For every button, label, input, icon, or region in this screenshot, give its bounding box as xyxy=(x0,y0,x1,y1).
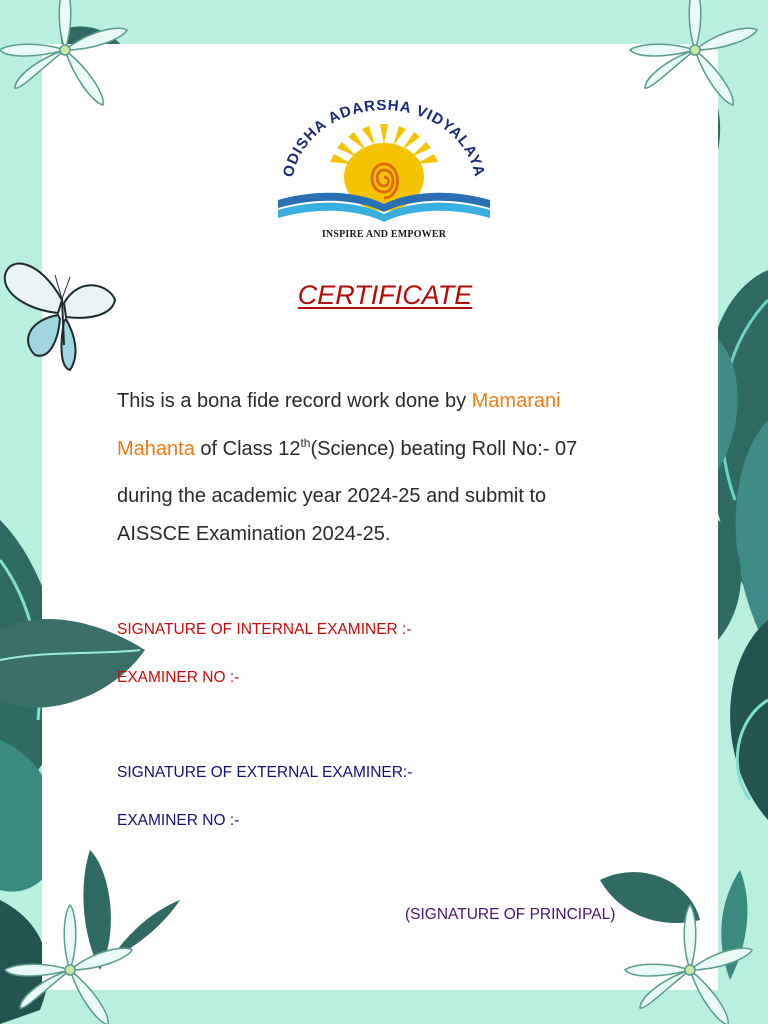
body-text: This is a bona fide record work done by xyxy=(117,390,472,412)
student-first-name: Mamarani xyxy=(471,390,561,412)
body-line-1 xyxy=(117,390,561,413)
school-logo xyxy=(270,100,498,248)
flower-decoration-bottom-right xyxy=(615,895,768,1024)
svg-text:ODISHA ADARSHA VIDYALAYA: ODISHA ADARSHA VIDYALAYA xyxy=(279,100,489,179)
principal-signature-label: (SIGNATURE OF PRINCIPAL) xyxy=(405,906,616,923)
external-examiner-no-label: EXAMINER NO :- xyxy=(117,812,240,829)
flower-decoration-top-right xyxy=(620,0,768,145)
flower-decoration-top-left xyxy=(0,0,145,140)
body-text: of Class 12 xyxy=(194,438,301,460)
internal-examiner-signature-label: SIGNATURE OF INTERNAL EXAMINER :- xyxy=(117,621,412,638)
certificate-title: CERTIFICATE xyxy=(297,280,473,310)
internal-examiner-no-label: EXAMINER NO :- xyxy=(117,669,240,686)
body-text: (Science) beating Roll No:- 07 xyxy=(310,438,578,460)
student-last-name: Mahanta xyxy=(117,438,195,460)
flower-decoration-bottom-left xyxy=(0,890,160,1024)
class-suffix: th xyxy=(300,436,311,450)
body-line-2 xyxy=(117,438,577,461)
butterfly-icon xyxy=(0,255,125,380)
body-line-3: during the academic year 2024-25 and submit to xyxy=(117,485,547,507)
body-line-4: AISSCE Examination 2024-25. xyxy=(117,523,391,545)
logo-tagline: INSPIRE AND EMPOWER xyxy=(321,229,447,240)
external-examiner-signature-label: SIGNATURE OF EXTERNAL EXAMINER:- xyxy=(117,764,413,781)
